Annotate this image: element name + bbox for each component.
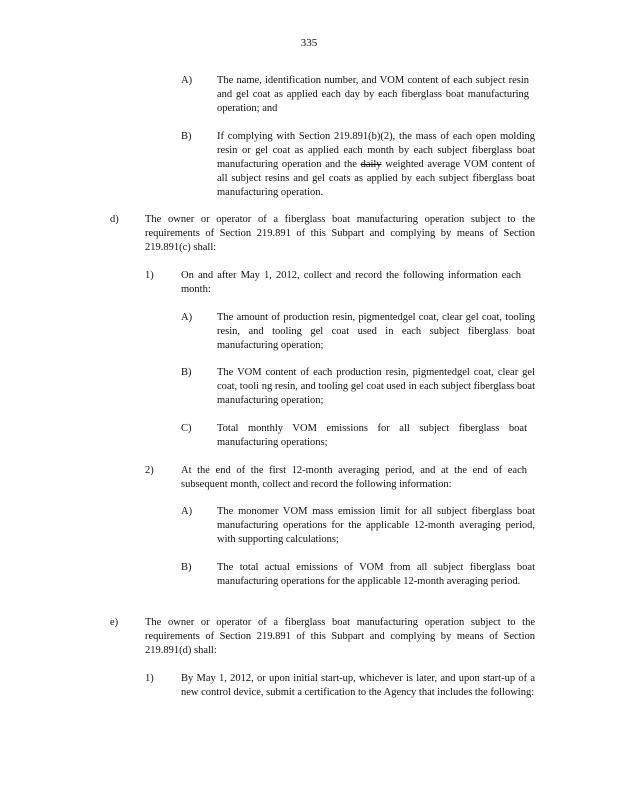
item-text: The owner or operator of a fiberglass boat manufacturing operation subject to the requirements of Section 219.891 of this Subpart and complying by means of Section 219.891(d) shall:: [145, 617, 535, 656]
item-label: 2): [145, 465, 154, 476]
item-text-part: If complying with Section 219.891(b)(2), the mass of each open molding resin or gel coat as applied each month by each subject fiberglass boat manufacturing operation and the: [217, 131, 535, 170]
item-label: C): [181, 423, 192, 434]
item-label: d): [110, 214, 119, 225]
item-text: At the end of the first 12-month averaging period, and at the end of each subsequent month, collect and record the following information:: [181, 465, 527, 490]
item-text: The owner or operator of a fiberglass boat manufacturing operation subject to the requirements of Section 219.891 of this Subpart and complying by means of Section 219.891(c) shall:: [145, 214, 535, 253]
item-label: 1): [145, 270, 154, 281]
item-text: The amount of production resin, pigmentedgel coat, clear gel coat, tooling resin, and tooling gel coat used in each subject fiberglass boat manufacturing operation;: [217, 312, 535, 351]
item-text-part: weighted average VOM content of all subject resins and gel coats as applied by each subject fiberglass boat manufacturing operation.: [217, 159, 536, 198]
item-text: By May 1, 2012, or upon initial start-up, whichever is later, and upon start-up of a new control device, submit a certification to the Agency that includes the following:: [181, 673, 535, 698]
item-label: 1): [145, 673, 154, 684]
page-number: 335: [300, 37, 318, 49]
item-text: The monomer VOM mass emission limit for all subject fiberglass boat manufacturing operations for the applicable 12-month averaging period, with supporting calculations;: [217, 506, 535, 545]
item-text: [217, 130, 535, 200]
item-text: On and after May 1, 2012, collect and record the following information each month:: [181, 270, 521, 295]
item-label: B): [181, 131, 192, 142]
item-label: B): [181, 367, 192, 378]
item-text: Total monthly VOM emissions for all subject fiberglass boat manufacturing operations;: [217, 423, 527, 448]
item-text: The name, identification number, and VOM content of each subject resin and gel coat as applied each day by each fiberglass boat manufacturing operation; and: [217, 75, 529, 114]
item-label: A): [181, 506, 193, 517]
item-label: B): [181, 562, 192, 573]
item-label: A): [181, 312, 193, 323]
item-text: The VOM content of each production resin, pigmentedgel coat, clear gel coat, tooli ng resin, and tooling gel coat used in each subject fiberglass boat manufacturing operation;: [217, 367, 535, 406]
item-text: The total actual emissions of VOM from all subject fiberglass boat manufacturing operations for the applicable 12-month averaging period.: [217, 562, 535, 587]
item-label: A): [181, 75, 193, 86]
item-label: e): [110, 617, 119, 628]
struck-text: daily: [360, 159, 382, 170]
